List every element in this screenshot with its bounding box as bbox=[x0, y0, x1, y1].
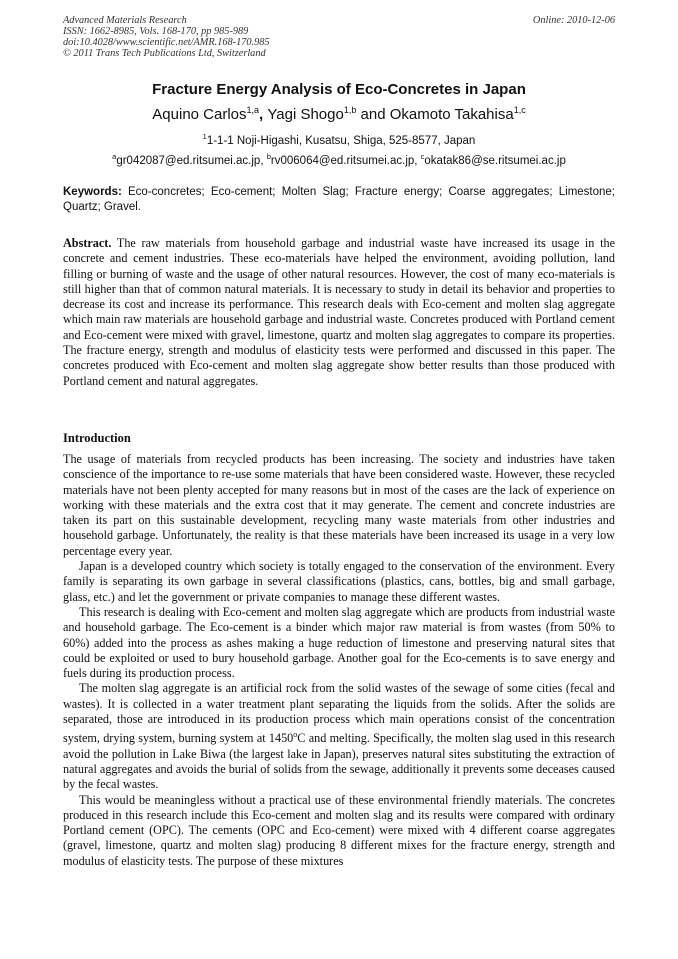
email-mark: c bbox=[420, 152, 425, 161]
email-mark: a bbox=[112, 152, 117, 161]
journal-name: Advanced Materials Research bbox=[63, 15, 187, 26]
section-heading: Introduction bbox=[63, 431, 131, 445]
paragraph: The usage of materials from recycled products has been increasing. The society and industries have taken conscience of the importance to re-use some materials that have been considered waste. However, these recycled materials have not been plenty accepted for many reasons but in most of the cases are the lack of experience on working with these materials and the extra cost that it may generate. The cement and concrete industries are taken its part on this sustainable development, recycling many waste materials from other industries and household garbage. Unfortunately, the reality is that these materials have been increased its usage in a very low percentage every year. bbox=[63, 452, 615, 558]
affiliation-mark: 1 bbox=[202, 132, 207, 141]
paragraph-text: The molten slag aggregate is an artificial rock from the solid wastes of the sewage of some cities (fecal and wastes). It is collected in a water treatment plant separating the liquids from the solids. After the solids are separated, those are introduced in its production process which main operations consist of the concentration system, drying system, burning system at 1450 bbox=[63, 681, 615, 746]
email-link[interactable]: rv006064@ed.ritsumei.ac.jp, bbox=[270, 154, 421, 167]
online-date: Online: 2010-12-06 bbox=[532, 15, 615, 26]
author-affiliation-mark: 1,b bbox=[343, 105, 357, 115]
abstract bbox=[63, 236, 615, 389]
paper-title: Fracture Energy Analysis of Eco-Concretes in Japan bbox=[152, 81, 526, 98]
copyright-line: © 2011 Trans Tech Publications Ltd, Switzerland bbox=[63, 48, 266, 59]
author-name: Yagi Shogo bbox=[267, 106, 344, 123]
keywords-text: Eco-concretes; Eco-cement; Molten Slag; Fracture energy; Coarse aggregates; Limestone; Quartz; Gravel. bbox=[63, 186, 615, 213]
affiliation-address: 1-1-1 Noji-Higashi, Kusatsu, Shiga, 525-8577, Japan bbox=[206, 134, 476, 147]
paragraph-text: C and melting. Specifically, the molten slag used in this research avoid the pollution in Lake Biwa (the largest lake in Japan), preserves natural sites substituting the extraction of natural aggregates and avoids the burial of solids from the sewage, additionally it prevents some deceases caused by the fecal wastes. bbox=[63, 731, 616, 792]
author-affiliation-mark: 1,a bbox=[246, 105, 260, 115]
publication-header bbox=[63, 15, 270, 59]
affiliation bbox=[0, 132, 678, 147]
paragraph: This would be meaningless without a practical use of these environmental friendly materials. The concretes produced in this research include this Eco-cement and molten slag and its results were compared with ordinary Portland cement (OPC). The cements (OPC and Eco-cement) were mixed with 4 different coarse aggregates (gravel, limestone, quartz and molten slag) producing 8 different mixes for the fracture energy, strength and modulus of elasticity tests. The purpose of these mixtures bbox=[63, 792, 615, 868]
keywords bbox=[63, 185, 615, 215]
paragraph bbox=[63, 681, 615, 792]
issn-line: ISSN: 1662-8985, Vols. 168-170, pp 985-989 bbox=[63, 26, 249, 37]
author-separator: , bbox=[259, 106, 268, 123]
author-emails bbox=[0, 152, 678, 167]
author-name: Okamoto Takahisa bbox=[389, 106, 514, 123]
doi-line: doi:10.4028/www.scientific.net/AMR.168-170.985 bbox=[63, 37, 270, 48]
abstract-text: The raw materials from household garbage and industrial waste have increased its usage in the concrete and cement industries. These eco-materials have helped the environment, avoiding pollution, land filling or burning of waste and the usage of other natural resources. However, the cost of many eco-materials is still higher than that of common natural materials. It is necessary to study in detail its behavior and properties to decrease its cost and increase its performance. This research deals with Eco-cement and molten slag aggregate which main raw materials are household garbage and industrial waste. Concretes produced with Portland cement and Eco-cement were mixed with gravel, limestone, quartz and molten slag aggregates to compare its properties. The fracture energy, strength and modulus of elasticity tests were performed and discussed in this paper. The concretes produced with Eco-cement and molten slag aggregate show better results than those produced with Portland cement and natural aggregates. bbox=[63, 236, 615, 388]
email-link[interactable]: okatak86@se.ritsumei.ac.jp bbox=[424, 154, 566, 167]
degree-mark: o bbox=[293, 730, 298, 740]
paragraph: Japan is a developed country which society is totally engaged to the conservation of the environment. Every family is separating its own garbage in several classifications (plastics, cans, bottles, big and small garbage, glass, etc.) and let the government or private companies to manage these different wastes. bbox=[63, 559, 615, 604]
paragraph: This research is dealing with Eco-cement and molten slag aggregate which are products from industrial waste and household garbage. The Eco-cement is a binder which major raw material is from wastes (from 50% to 60%) added into the process as ashes making a huge reduction of limestone and preserving natural sites that could be exploited or used to bury household garbage. Another goal for the Eco-cements is to save energy and fuels during its production process. bbox=[63, 604, 615, 681]
author-separator: and bbox=[356, 106, 390, 123]
author-name: Aquino Carlos bbox=[152, 106, 247, 123]
email-link[interactable]: gr042087@ed.ritsumei.ac.jp, bbox=[116, 154, 267, 167]
introduction-body bbox=[63, 452, 615, 869]
author-list bbox=[0, 105, 678, 123]
keywords-label: Keywords: bbox=[63, 186, 122, 198]
email-mark: b bbox=[266, 152, 271, 161]
author-affiliation-mark: 1,c bbox=[513, 105, 526, 115]
abstract-label: Abstract. bbox=[63, 236, 112, 250]
